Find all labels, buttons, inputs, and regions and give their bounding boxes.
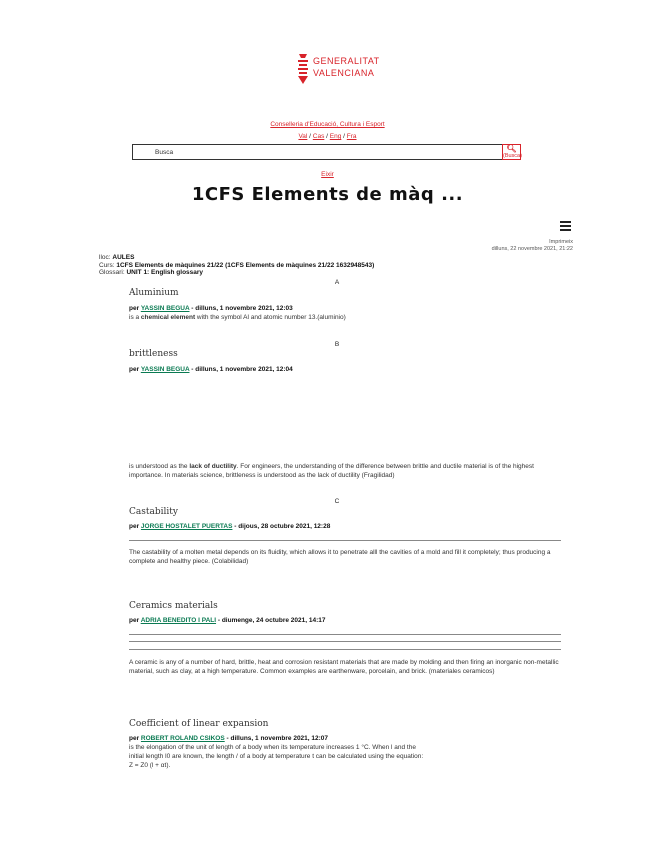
by-prefix: per bbox=[129, 735, 141, 742]
by-prefix: per bbox=[129, 305, 141, 312]
lang-separator: / bbox=[307, 133, 313, 140]
entry-date: - dilluns, 1 novembre 2021, 12:03 bbox=[189, 305, 293, 312]
entry-definition bbox=[129, 743, 561, 770]
entry-term: Aluminium bbox=[129, 288, 179, 298]
conselleria-row bbox=[0, 113, 655, 131]
lang-separator: / bbox=[341, 133, 347, 140]
entry-term: brittleness bbox=[129, 349, 178, 359]
by-prefix: per bbox=[129, 617, 141, 624]
def-text: is understood as the bbox=[129, 463, 190, 470]
generalitat-logo[interactable] bbox=[296, 52, 386, 86]
entry-byline bbox=[129, 523, 330, 530]
logo-text-line2: VALENCIANA bbox=[313, 68, 375, 78]
search-icon: 🔍︎ bbox=[506, 144, 517, 153]
entry-date: - dilluns, 1 novembre 2021, 12:04 bbox=[189, 366, 293, 373]
def-text: is a bbox=[129, 314, 141, 321]
lang-cas-link[interactable]: Cas bbox=[312, 133, 325, 140]
divider bbox=[129, 634, 561, 635]
meta-lloc: AULES bbox=[112, 254, 135, 261]
logo-text-line1: GENERALITAT bbox=[313, 56, 380, 66]
meta-label: Curs: bbox=[99, 261, 115, 269]
letter-heading-b: B bbox=[334, 341, 340, 348]
def-bold: chemical element bbox=[140, 314, 196, 321]
glossary-meta bbox=[99, 254, 374, 277]
entry-date: - dijous, 28 octubre 2021, 12:28 bbox=[232, 523, 331, 530]
lang-val-link[interactable]: Val bbox=[298, 133, 308, 140]
author-link[interactable]: YASSIN BEGUA bbox=[140, 305, 190, 312]
author-link[interactable]: YASSIN BEGUA bbox=[140, 366, 190, 373]
meta-label: Glossari: bbox=[99, 269, 125, 276]
divider bbox=[129, 641, 561, 642]
exit-link[interactable]: Eixir bbox=[321, 171, 334, 178]
letter-heading-c: C bbox=[334, 498, 340, 505]
entry-byline bbox=[129, 305, 293, 312]
letter-heading-a: A bbox=[334, 279, 340, 286]
print-date: dilluns, 22 novembre 2021, 21:22 bbox=[491, 246, 573, 252]
coat-of-arms-icon bbox=[296, 52, 310, 86]
meta-glossari: UNIT 1: English glossary bbox=[126, 269, 204, 276]
lang-eng-link[interactable]: Eng bbox=[329, 133, 342, 140]
search-input[interactable]: Busca bbox=[132, 144, 503, 160]
print-link[interactable]: Imprimeix bbox=[549, 239, 573, 245]
entry-definition bbox=[129, 313, 346, 322]
print-block bbox=[492, 239, 573, 253]
entry-definition: A ceramic is any of a number of hard, brittle, heat and corrosion resistant materials that are made by molding and then firing an inorganic non-metallic material, such as clay, at a high temperature. Common examples are earthenware, porcelain, and brick. (materiales ceramicos) bbox=[129, 659, 559, 675]
entry-byline bbox=[129, 366, 293, 373]
author-link[interactable]: ROBERT ROLAND CSIKOS bbox=[140, 735, 225, 742]
author-link[interactable]: JORGE HOSTALET PUERTAS bbox=[140, 523, 233, 530]
meta-curs: 1CFS Elements de màquines 21/22 (1CFS Elements de màquines 21/22 1632948543) bbox=[116, 261, 375, 269]
entry-term: Castability bbox=[129, 507, 178, 517]
entry-byline bbox=[129, 617, 326, 624]
page-title: 1CFS Elements de màq ... bbox=[191, 184, 464, 205]
by-prefix: per bbox=[129, 366, 141, 373]
author-link[interactable]: ADRIA BENEDITO I PALI bbox=[140, 617, 217, 624]
divider bbox=[129, 649, 561, 650]
def-text: . For engineers, the understanding of the difference between brittle and ductile material is of the highest importance. In materials science, brittleness is understood as the lack of ductility (Fragilidad) bbox=[129, 463, 534, 479]
def-line: initial length l0 are known, the length / of a body at temperature t can be calculated using the equation: bbox=[129, 753, 424, 760]
entry-term: Ceramics materials bbox=[129, 601, 218, 611]
entry-definition bbox=[129, 462, 561, 480]
entry-byline bbox=[129, 735, 328, 742]
meta-label: lloc: bbox=[99, 254, 111, 261]
lang-separator: / bbox=[324, 133, 330, 140]
divider bbox=[129, 540, 561, 541]
hamburger-menu-icon[interactable] bbox=[560, 221, 571, 233]
by-prefix: per bbox=[129, 523, 141, 530]
exit-row bbox=[0, 163, 655, 181]
search-button[interactable] bbox=[502, 144, 521, 160]
def-line: Z = Z0 (l + αt). bbox=[129, 762, 171, 769]
lang-fra-link[interactable]: Fra bbox=[346, 133, 357, 140]
conselleria-link[interactable]: Conselleria d'Educació, Cultura i Esport bbox=[270, 121, 385, 128]
def-line: is the elongation of the unit of length of a body when its temperature increases 1 °C. When l and the bbox=[129, 744, 416, 751]
def-bold: lack of ductility bbox=[189, 463, 237, 470]
entry-date: - diumenge, 24 octubre 2021, 14:17 bbox=[216, 617, 326, 624]
language-switcher bbox=[0, 133, 655, 140]
entry-term: Coefficient of linear expansion bbox=[129, 719, 269, 729]
entry-date: - dilluns, 1 novembre 2021, 12:07 bbox=[224, 735, 329, 742]
search-button-label: (Busca) bbox=[503, 153, 522, 159]
def-text: with the symbol Al and atomic number 13.(aluminio) bbox=[195, 314, 346, 321]
entry-definition: The castability of a molten metal depends on its fluidity, which allows it to penetrate alll the cavities of a mold and fill it completely; thus producing a complete and healthy piece. (Colabilidad) bbox=[129, 549, 551, 565]
